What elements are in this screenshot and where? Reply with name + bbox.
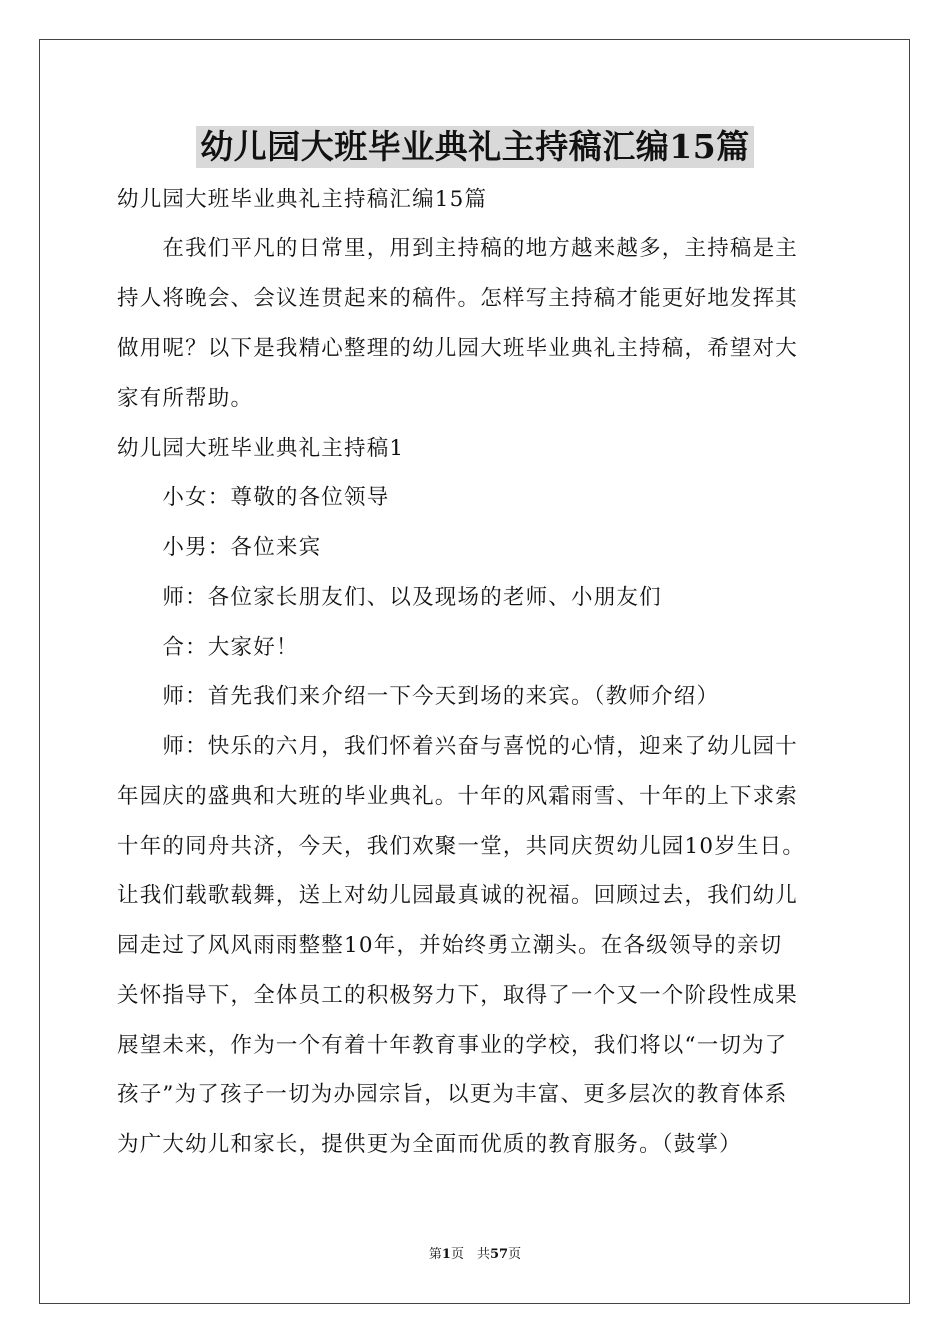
document-title: 幼儿园大班毕业典礼主持稿汇编15篇	[196, 126, 753, 168]
page-footer	[0, 1246, 950, 1264]
paragraph-line: 小女：尊敬的各位领导	[117, 485, 390, 510]
paragraph-line: 师：首先我们来介绍一下今天到场的来宾。（教师介绍）	[117, 684, 720, 709]
paragraph-line: 小男：各位来宾	[117, 535, 322, 560]
paragraph-line: 为广大幼儿和家长，提供更为全面而优质的教育服务。（鼓掌）	[117, 1132, 742, 1157]
footer-page-prefix: 第	[428, 1247, 442, 1262]
paragraph-line: 让我们载歌载舞，送上对幼儿园最真诚的祝福。回顾过去，我们幼儿	[117, 883, 799, 908]
paragraph-line: 孩子”为了孩子一切为办园宗旨，以更为丰富、更多层次的教育体系	[117, 1082, 788, 1107]
paragraph-line: 展望未来，作为一个有着十年教育事业的学校，我们将以“一切为了	[117, 1033, 788, 1058]
paragraph-line: 合：大家好！	[117, 635, 299, 660]
paragraph-line: 在我们平凡的日常里，用到主持稿的地方越来越多，主持稿是主	[117, 236, 799, 261]
subtitle-line: 幼儿园大班毕业典礼主持稿汇编15篇	[117, 187, 488, 212]
paragraph-line: 持人将晚会、会议连贯起来的稿件。怎样写主持稿才能更好地发挥其	[117, 286, 799, 311]
paragraph-line: 家有所帮助。	[117, 386, 254, 411]
footer-page-total: 57	[489, 1247, 509, 1262]
footer-page-suffix: 页	[508, 1247, 522, 1262]
footer-page-number: 1	[441, 1247, 451, 1262]
paragraph-line: 年园庆的盛典和大班的毕业典礼。十年的风霜雨雪、十年的上下求索	[117, 784, 799, 809]
paragraph-line: 十年的同舟共济，今天，我们欢聚一堂，共同庆贺幼儿园10岁生日。	[117, 834, 806, 859]
paragraph-line: 关怀指导下，全体员工的积极努力下，取得了一个又一个阶段性成果	[117, 983, 799, 1008]
title-wrap	[0, 126, 950, 168]
paragraph-line: 做用呢？以下是我精心整理的幼儿园大班毕业典礼主持稿，希望对大	[117, 336, 799, 361]
paragraph-line: 师：快乐的六月，我们怀着兴奋与喜悦的心情，迎来了幼儿园十	[117, 734, 799, 759]
paragraph-line: 师：各位家长朋友们、以及现场的老师、小朋友们	[117, 585, 662, 610]
section-heading: 幼儿园大班毕业典礼主持稿1	[117, 436, 405, 461]
footer-page-mid: 页 共	[450, 1247, 490, 1262]
page-border	[39, 39, 910, 1304]
paragraph-line: 园走过了风风雨雨整整10年，并始终勇立潮头。在各级领导的亲切	[117, 933, 783, 958]
